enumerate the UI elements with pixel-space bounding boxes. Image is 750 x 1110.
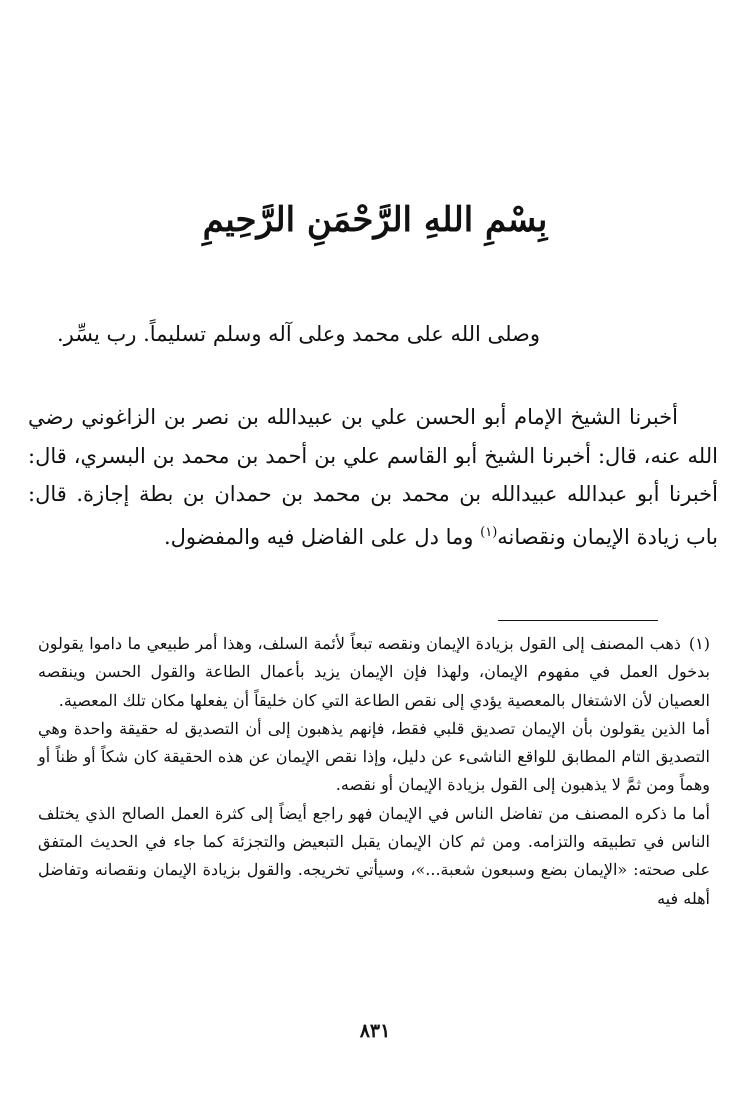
basmala-heading (0, 200, 750, 240)
basmala-text: بِسْمِ اللهِ الرَّحْمَنِ الرَّحِيمِ (202, 200, 548, 240)
footnote-paragraph (38, 630, 710, 715)
footnote-marker: (١) (688, 634, 710, 653)
page-number: ٨٣١ (359, 1020, 391, 1042)
salutation-line: وصلى الله على محمد وعلى آله وسلم تسليماً. رب يسِّر. (56, 322, 540, 346)
footnote-separator (498, 620, 658, 621)
isnad-text-before-ref: أخبرنا الشيخ الإمام أبو الحسن علي بن عبيدالله بن نصر بن الزاغوني رضي الله عنه، قال: أخبرنا الشيخ أبو القاسم علي بن أحمد بن محمد بن البسري، قال: أخبرنا أبو عبدالله عبيدالله بن محمد بن محمد بن حمدان بن بطة إجازة. قال: باب زيادة الإيمان ونقصانه (28, 405, 718, 549)
footnote-paragraph: أما الذين يقولون بأن الإيمان تصديق قلبي فقط، فإنهم يذهبون إلى أن التصديق له حقيقة واحدة وهي التصديق التام المطابق للواقع الناشىء عن دليل، وإذا نقص الإيمان عن هذه الحقيقة كان شكاً أو ظناً أو وهماً ومن ثمَّ لا يذهبون إلى القول بزيادة الإيمان أو نقصه. (38, 718, 710, 795)
footnotes-section (38, 630, 710, 913)
footnote-reference[interactable]: (١) (480, 524, 498, 540)
isnad-paragraph (28, 398, 718, 556)
isnad-text-after-ref: وما دل على الفاضل فيه والمفضول. (163, 524, 481, 549)
footnote-text: ذهب المصنف إلى القول بزيادة الإيمان ونقصه تبعاً لأئمة السلف، وهذا أمر طبيعي ما داموا يقولون بدخول العمل في مفهوم الإيمان، ولهذا فإن الإيمان يزيد بأعمال الطاعة والقول الحسن وينقصه العصيان لأن الاشتغال بالمعصية يؤدي إلى نقص الطاعة التي كان خليقاً أن يفعلها مكان تلك المعصية. (38, 634, 710, 710)
footnote-paragraph: أما ما ذكره المصنف من تفاضل الناس في الإيمان فهو راجع أيضاً إلى كثرة العمل الصالح الذي يختلف الناس في تطبيقه والتزامه. ومن ثم كان الإيمان يقبل التبعيض والتجزئة كما جاء في الحديث المتفق على صحته: «الإيمان بضع وسبعون شعبة...»، وسيأتي تخريجه. والقول بزيادة الإيمان ونقصانه وتفاضل أهله فيه (38, 803, 711, 908)
isnad-text (28, 398, 718, 556)
